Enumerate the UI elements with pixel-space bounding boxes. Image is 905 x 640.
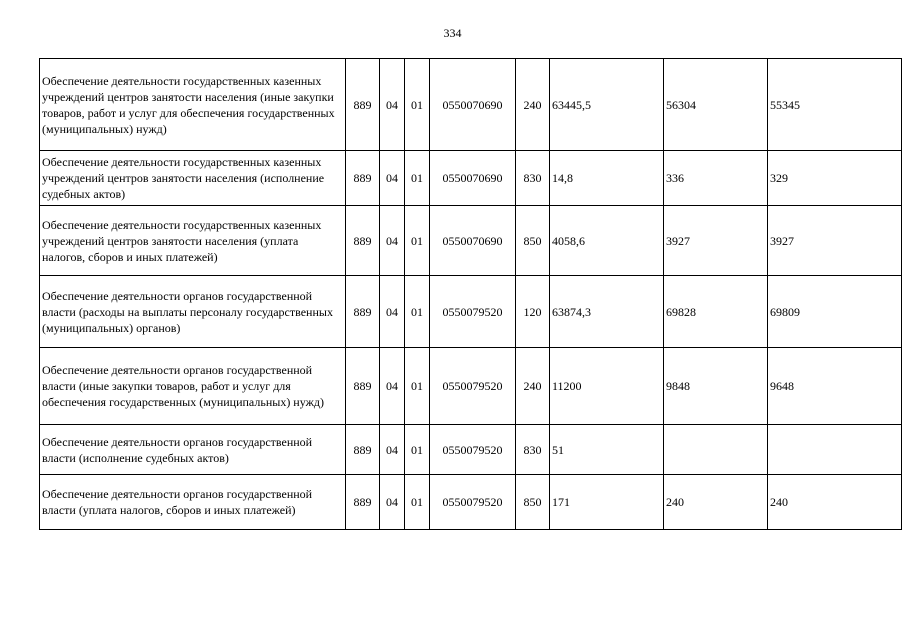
expense-type-code: 850	[516, 206, 550, 276]
amount-year-2: 3927	[664, 206, 768, 276]
subsection-code: 01	[405, 59, 430, 151]
subsection-code: 01	[405, 348, 430, 425]
row-description: Обеспечение деятельности органов государственной власти (иные закупки товаров, работ и услуг для обеспечения государственных (муниципальных) нужд)	[40, 348, 346, 425]
page-number: 334	[443, 26, 462, 40]
section-code: 04	[380, 475, 405, 530]
section-code: 04	[380, 151, 405, 206]
subsection-code: 01	[405, 475, 430, 530]
amount-year-2	[664, 425, 768, 475]
table-row	[40, 59, 902, 151]
ministry-code: 889	[346, 348, 380, 425]
subsection-code: 01	[405, 206, 430, 276]
table-row	[40, 348, 902, 425]
row-description: Обеспечение деятельности органов государственной власти (расходы на выплаты персоналу государственных (муниципальных) органов)	[40, 276, 346, 348]
target-article-code: 0550079520	[430, 425, 516, 475]
expense-type-code: 240	[516, 59, 550, 151]
row-description: Обеспечение деятельности государственных казенных учреждений центров занятости населения (уплата налогов, сборов и иных платежей)	[40, 206, 346, 276]
expense-type-code: 120	[516, 276, 550, 348]
amount-year-1: 11200	[550, 348, 664, 425]
target-article-code: 0550079520	[430, 475, 516, 530]
amount-year-2: 336	[664, 151, 768, 206]
ministry-code: 889	[346, 59, 380, 151]
expense-type-code: 240	[516, 348, 550, 425]
section-code: 04	[380, 206, 405, 276]
section-code: 04	[380, 348, 405, 425]
row-description: Обеспечение деятельности органов государственной власти (исполнение судебных актов)	[40, 425, 346, 475]
ministry-code: 889	[346, 151, 380, 206]
amount-year-1: 51	[550, 425, 664, 475]
amount-year-1: 171	[550, 475, 664, 530]
target-article-code: 0550070690	[430, 59, 516, 151]
table-row	[40, 425, 902, 475]
amount-year-3: 3927	[768, 206, 902, 276]
table-row	[40, 206, 902, 276]
section-code: 04	[380, 276, 405, 348]
amount-year-3: 240	[768, 475, 902, 530]
amount-year-3: 329	[768, 151, 902, 206]
amount-year-3: 55345	[768, 59, 902, 151]
row-description: Обеспечение деятельности органов государственной власти (уплата налогов, сборов и иных платежей)	[40, 475, 346, 530]
expense-type-code: 850	[516, 475, 550, 530]
amount-year-2: 240	[664, 475, 768, 530]
table-row	[40, 276, 902, 348]
amount-year-2: 56304	[664, 59, 768, 151]
target-article-code: 0550070690	[430, 151, 516, 206]
amount-year-1: 63445,5	[550, 59, 664, 151]
ministry-code: 889	[346, 475, 380, 530]
target-article-code: 0550070690	[430, 206, 516, 276]
amount-year-1: 63874,3	[550, 276, 664, 348]
amount-year-3: 69809	[768, 276, 902, 348]
target-article-code: 0550079520	[430, 276, 516, 348]
ministry-code: 889	[346, 425, 380, 475]
expense-type-code: 830	[516, 425, 550, 475]
ministry-code: 889	[346, 206, 380, 276]
table-row	[40, 151, 902, 206]
amount-year-1: 4058,6	[550, 206, 664, 276]
subsection-code: 01	[405, 425, 430, 475]
budget-table	[39, 58, 902, 530]
section-code: 04	[380, 59, 405, 151]
amount-year-1: 14,8	[550, 151, 664, 206]
row-description: Обеспечение деятельности государственных казенных учреждений центров занятости населения (иные закупки товаров, работ и услуг для обеспечения государственных (муниципальных) нужд)	[40, 59, 346, 151]
subsection-code: 01	[405, 276, 430, 348]
expense-type-code: 830	[516, 151, 550, 206]
amount-year-2: 9848	[664, 348, 768, 425]
ministry-code: 889	[346, 276, 380, 348]
target-article-code: 0550079520	[430, 348, 516, 425]
amount-year-3	[768, 425, 902, 475]
amount-year-3: 9648	[768, 348, 902, 425]
amount-year-2: 69828	[664, 276, 768, 348]
table-row	[40, 475, 902, 530]
subsection-code: 01	[405, 151, 430, 206]
row-description: Обеспечение деятельности государственных казенных учреждений центров занятости населения (исполнение судебных актов)	[40, 151, 346, 206]
section-code: 04	[380, 425, 405, 475]
